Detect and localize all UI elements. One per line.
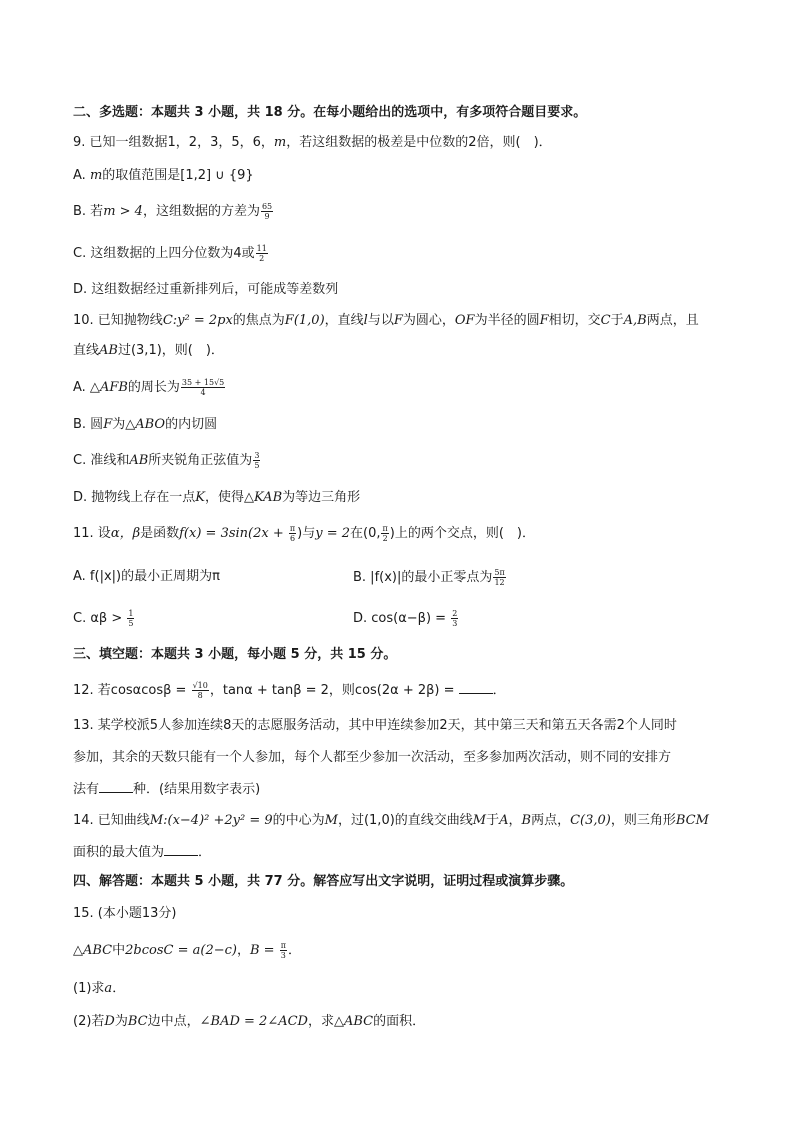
- q15-p1-t2: ．: [112, 981, 126, 996]
- q14-M: M: [324, 813, 338, 828]
- q15-num: π: [280, 941, 286, 950]
- q10-d-t3: 为等边三角形: [282, 490, 361, 505]
- q15-eq: 2bcosC = a(2−c): [125, 943, 237, 958]
- q13-t1: 法有: [73, 782, 100, 797]
- q15-den: 3: [280, 951, 286, 960]
- q9-b-fraction: [261, 202, 273, 221]
- q13-line3: [73, 780, 260, 799]
- q15-p2-t5: 的面积．: [373, 1014, 426, 1029]
- q11-option-c: [73, 609, 135, 628]
- q9-c-num: 11: [256, 244, 267, 253]
- q10-d-K: K: [195, 490, 205, 505]
- q11-pi2-num: π: [382, 524, 388, 533]
- q9-stem-tail: ，若这组数据的极差是中位数的2倍，则( )．: [286, 135, 552, 150]
- q14-line2: [73, 843, 211, 862]
- q12-answer-blank: [459, 681, 493, 694]
- q15-p2-D: D: [104, 1014, 115, 1029]
- q15-part2: [73, 1013, 425, 1031]
- q10-t5: 为圆心，: [402, 313, 455, 328]
- q10-c-fraction: [253, 451, 260, 470]
- q9-b-text: B. 若: [73, 204, 104, 219]
- q10-c-t1: C. 准线和: [73, 453, 130, 468]
- section-4-heading: 四、解答题：本题共 5 小题，共 77 分。解答应写出文字说明，证明过程或演算步骤。: [73, 874, 574, 889]
- q11-option-a: A. f(|x|)的最小正周期为π: [73, 569, 220, 584]
- q10-b-t2: 为△: [112, 417, 136, 432]
- q13-line2: 参加，其余的天数只能有一个人参加，每个人都至少参加一次活动，至多参加两次活动，则不同的安排方: [73, 750, 672, 765]
- q11-b-fraction: [493, 568, 505, 587]
- q11-option-b: [353, 568, 507, 587]
- q15-condition: [73, 941, 301, 960]
- q10-t6: 为半径的圆: [474, 313, 540, 328]
- q11-b-num: 5π: [494, 568, 505, 577]
- q15-abc: ABC: [83, 943, 113, 958]
- q9-b-text2: ，这组数据的方差为: [142, 204, 260, 219]
- q10-a-t2: 的周长为: [127, 380, 180, 395]
- q10-a-fraction: [181, 378, 225, 397]
- q9-a-label: A.: [73, 168, 90, 183]
- q11-pi2: [381, 524, 388, 543]
- q9-c-fraction: [256, 244, 268, 263]
- q10-t4: 与以: [367, 313, 394, 328]
- q15-p2-eq: ∠BAD = 2∠ACD: [199, 1014, 308, 1029]
- q11-c-fraction: [127, 609, 134, 628]
- q10-t2: 的焦点为: [232, 313, 285, 328]
- q10-c-den: 5: [254, 461, 260, 470]
- q10-option-d: [73, 489, 360, 507]
- q9-c-text: C. 这组数据的上四分位数为4或: [73, 246, 255, 261]
- q10-d-t2: ，使得△: [205, 490, 254, 505]
- q13-line1: 13. 某学校派5人参加连续8天的志愿服务活动，其中甲连续参加2天，其中第三天和第五天各需2个人同时: [73, 718, 677, 733]
- q9-stem-text: 9. 已知一组数据1，2，3，5，6，: [73, 135, 274, 150]
- q15-p2-t2: 为: [114, 1014, 128, 1029]
- q13-t2: 种．(结果用数字表示): [133, 782, 261, 797]
- q10-AB: A,B: [623, 313, 647, 328]
- q9-b-num: 65: [261, 202, 273, 211]
- q15-p2-BC: BC: [127, 1014, 148, 1029]
- q11-c-text: C. αβ >: [73, 611, 127, 626]
- section-3-heading: 三、填空题：本题共 3 小题，每小题 5 分，共 15 分。: [73, 647, 397, 662]
- q11-c-num: 1: [128, 609, 134, 618]
- q11-options-row1: [73, 568, 220, 586]
- q14-A: A: [499, 813, 509, 828]
- q15-p1-t1: (1)求: [73, 981, 105, 996]
- q10-a-t1: A. △: [73, 380, 100, 395]
- q11-option-d: [353, 609, 459, 628]
- q12-fraction: [192, 681, 209, 700]
- section-2-heading: 二、多选题：本题共 3 小题，共 18 分。在每小题给出的选项中，有多项符合题目要求。: [73, 105, 587, 120]
- q10-b-F: F: [103, 417, 113, 432]
- q15-t3: ．: [287, 943, 301, 958]
- q9-c-den: 2: [259, 254, 265, 263]
- q9-b-den: 9: [264, 212, 270, 221]
- q14-B: B: [521, 813, 532, 828]
- q10-l2-t1: 直线: [73, 343, 100, 358]
- q14-t2: 的中心为: [272, 813, 325, 828]
- q14-l2-t2: ．: [198, 845, 212, 860]
- q10-l2-t2: 过(3,1)，则( )．: [117, 343, 224, 358]
- q10-F2: F: [539, 313, 549, 328]
- q11-pi6-num: π: [289, 524, 296, 533]
- q10-a-afb: AFB: [99, 380, 128, 395]
- q13-answer-blank: [99, 780, 133, 793]
- q10-t8: 于: [610, 313, 624, 328]
- q10-a-den: 4: [200, 388, 206, 397]
- q15-fraction: [280, 941, 287, 960]
- q10-option-b: [73, 416, 217, 434]
- q14-t1: 14. 已知曲线: [73, 813, 150, 828]
- q11-d-text: D. cos(α−β) =: [353, 611, 451, 626]
- q11-d-fraction: [451, 609, 458, 628]
- q15-p2-t1: (2)若: [73, 1014, 105, 1029]
- q11-d-num: 2: [452, 609, 458, 618]
- q15-part1: [73, 980, 125, 998]
- q15-p2-t3: 边中点，: [147, 1014, 200, 1029]
- q12-t1: 12. 若cosαcosβ =: [73, 683, 191, 698]
- q10-b-t1: B. 圆: [73, 417, 104, 432]
- q11-b-text: B. |f(x)|的最小正零点为: [353, 570, 493, 585]
- q10-stem-line1: [73, 312, 699, 330]
- q9-option-c: [73, 244, 269, 263]
- q10-F: F: [393, 313, 403, 328]
- q15-tri: △: [73, 943, 83, 958]
- q9-m: m: [273, 135, 287, 150]
- q11-ab: α，β: [110, 526, 141, 541]
- q15-header: 15. (本小题13分): [73, 906, 177, 921]
- q10-option-c: [73, 451, 261, 470]
- q10-c-num: 3: [254, 451, 260, 460]
- q11-t4: 在(0,: [350, 526, 381, 541]
- q14-C: C(3,0): [570, 813, 611, 828]
- q14-M2: M: [472, 813, 487, 828]
- q11-stem: [73, 524, 535, 543]
- q10-a-num: 35 + 15√5: [181, 378, 225, 387]
- q10-t1: 10. 已知抛物线: [73, 313, 163, 328]
- q10-t3: ，直线: [324, 313, 364, 328]
- q14-t3: ，过(1,0)的直线交曲线: [337, 813, 473, 828]
- q9-b-cond: m > 4: [103, 204, 143, 219]
- q14-t4: 于: [486, 813, 500, 828]
- q11-t1: 11. 设: [73, 526, 111, 541]
- q11-pi6-den: 6: [289, 534, 296, 543]
- q10-eq: C:y² = 2px: [162, 313, 233, 328]
- q11-t5: )上的两个交点，则( )．: [389, 526, 535, 541]
- q10-focus: F(1,0): [284, 313, 325, 328]
- q15-t2: ，: [236, 943, 250, 958]
- q11-c-den: 5: [128, 619, 134, 628]
- q11-y: y = 2: [315, 526, 350, 541]
- q14-line1: [73, 812, 709, 830]
- q15-t1: 中: [112, 943, 126, 958]
- q15-B: B =: [250, 943, 279, 958]
- q10-l: l: [363, 313, 368, 328]
- q10-b-t3: 的内切圆: [165, 417, 218, 432]
- q11-t3: )与: [297, 526, 316, 541]
- q10-l2-AB: AB: [99, 343, 118, 358]
- q15-p1-a: a: [104, 981, 113, 996]
- q10-b-abo: ABO: [135, 417, 166, 432]
- q12-den: 8: [197, 691, 203, 700]
- q14-t6: 两点，: [531, 813, 571, 828]
- q11-f: f(x) = 3sin(2x +: [179, 526, 288, 541]
- q10-option-a: [73, 378, 226, 397]
- q14-eq: M:(x−4)² +2y² = 9: [149, 813, 273, 828]
- q15-p2-abc: ABC: [343, 1014, 374, 1029]
- q10-t7: 相切，交: [548, 313, 601, 328]
- q11-pi2-den: 2: [382, 534, 388, 543]
- q12-t3: ．: [492, 683, 506, 698]
- q15-p2-t4: ，求△: [307, 1014, 344, 1029]
- q9-a-text: 的取值范围是[1,2] ∪ {9}: [102, 168, 254, 183]
- q10-d-kab: KAB: [254, 490, 283, 505]
- q10-c-t2: 所夹锐角正弦值为: [148, 453, 253, 468]
- q14-BCM: BCM: [675, 813, 709, 828]
- q9-option-b: [73, 202, 274, 221]
- q10-OF: OF: [454, 313, 475, 328]
- q10-d-t1: D. 抛物线上存在一点: [73, 490, 196, 505]
- q10-C: C: [600, 313, 611, 328]
- q14-l2-t1: 面积的最大值为: [73, 845, 165, 860]
- q10-stem-line2: [73, 342, 224, 360]
- q10-t9: 两点，且: [646, 313, 699, 328]
- q11-d-den: 3: [452, 619, 458, 628]
- q12-num: √10: [192, 681, 208, 690]
- q11-b-den: 12: [494, 578, 505, 587]
- q14-t7: ，则三角形: [610, 813, 676, 828]
- q9-stem: [73, 134, 552, 152]
- q10-c-ab: AB: [129, 453, 149, 468]
- q11-t2: 是函数: [140, 526, 180, 541]
- q9-option-d: D. 这组数据经过重新排列后，可能成等差数列: [73, 282, 339, 297]
- q12: [73, 681, 506, 700]
- q12-t2: ，tanα + tanβ = 2，则cos(2α + 2β) =: [209, 683, 459, 698]
- q14-answer-blank: [164, 843, 198, 856]
- q9-a-m: m: [89, 168, 103, 183]
- q11-pi6: [289, 524, 296, 543]
- q9-option-a: [73, 167, 254, 185]
- q14-t5: ，: [508, 813, 522, 828]
